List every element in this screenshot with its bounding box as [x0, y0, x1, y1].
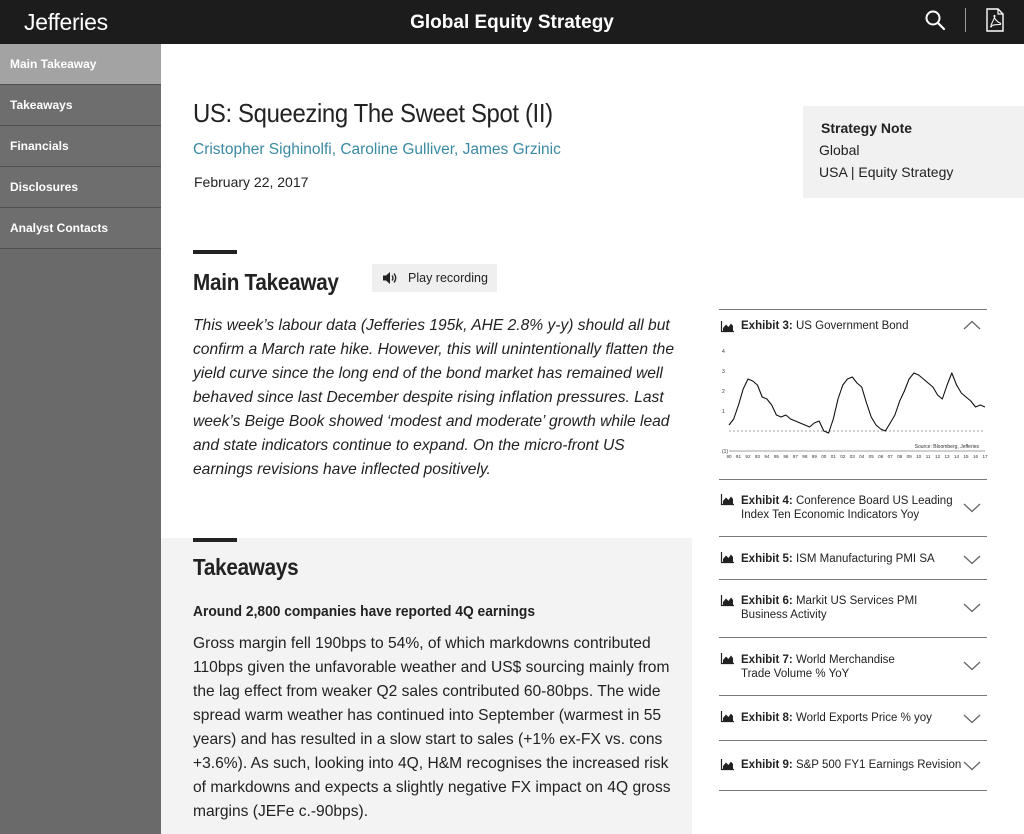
y-tick-label: 2: [722, 389, 725, 395]
chart-icon: [721, 759, 734, 770]
page-title: US: Squeezing The Sweet Spot (II): [193, 98, 553, 128]
chevron-up-icon[interactable]: [963, 320, 981, 330]
exhibit-title: Exhibit 7: World Merchandise Trade Volume % YoY: [741, 654, 895, 680]
app-title: Global Equity Strategy: [410, 12, 614, 33]
play-recording-button[interactable]: [372, 264, 497, 292]
chart-source-note: Source: Bloomberg, Jefferies: [914, 444, 979, 450]
chart-icon: [721, 595, 734, 606]
exhibit-item[interactable]: [719, 696, 987, 741]
chart-icon: [721, 321, 734, 332]
authors-link[interactable]: Cristopher Sighinolfi, Caroline Gulliver, James Grzinic: [193, 141, 561, 158]
x-tick-label: 98: [802, 454, 808, 459]
x-tick-label: 17: [982, 454, 988, 459]
bond-yield-chart: [719, 343, 987, 467]
chart-icon: [721, 711, 734, 722]
top-bar: [0, 0, 1024, 44]
chevron-down-icon[interactable]: [963, 603, 981, 613]
strategy-region: Global: [819, 142, 860, 158]
x-tick-label: 02: [840, 454, 846, 459]
chevron-down-icon[interactable]: [963, 555, 981, 565]
strategy-note-label: Strategy Note: [821, 120, 913, 136]
main-content: [161, 44, 1024, 834]
x-tick-label: 12: [935, 454, 941, 459]
section-rule: [193, 538, 237, 542]
sidebar-item-financials[interactable]: Financials: [0, 126, 161, 167]
sidebar-item-main-takeaway[interactable]: Main Takeaway: [0, 44, 161, 85]
x-tick-label: 95: [773, 454, 779, 459]
chart-icon: [721, 494, 734, 505]
x-tick-label: 96: [783, 454, 789, 459]
x-tick-label: 04: [859, 454, 865, 459]
chevron-down-icon[interactable]: [963, 503, 981, 513]
series-line: [729, 373, 985, 433]
x-tick-label: 13: [944, 454, 950, 459]
sidebar-item-takeaways[interactable]: Takeaways: [0, 85, 161, 126]
chevron-down-icon[interactable]: [963, 761, 981, 771]
x-tick-label: 10: [916, 454, 922, 459]
exhibit-title: Exhibit 5: ISM Manufacturing PMI SA: [741, 553, 935, 565]
x-tick-label: 05: [868, 454, 874, 459]
main-takeaway-text: This week’s labour data (Jefferies 195k, AHE 2.8% y-y) should all but confirm a March rate hike. However, this will unintentionally flatten the yield curve since the long end of the bond market has remained well behaved since last December despite rising inflation pressures. Last week’s Beige Book showed ‘modest and moderate’ growth while lead and state indicators continue to expand. On the micro-front US earnings revisions have inflected positively.: [193, 317, 675, 478]
x-tick-label: 92: [745, 454, 751, 459]
play-recording-label: Play recording: [408, 271, 488, 285]
chart-icon: [721, 653, 734, 664]
search-icon[interactable]: [924, 9, 946, 31]
y-tick-label: 4: [722, 349, 725, 355]
sidebar: [0, 44, 161, 834]
x-tick-label: 00: [821, 454, 827, 459]
logo[interactable]: Jefferies: [24, 9, 108, 35]
section-rule: [193, 250, 237, 254]
exhibit-title: Exhibit 8: World Exports Price % yoy: [741, 712, 932, 724]
toolbar-divider: [965, 8, 966, 32]
x-tick-label: 16: [972, 454, 979, 459]
exhibit-title: Exhibit 6: Markit US Services PMI Business Activity: [741, 595, 918, 621]
x-tick-label: 14: [953, 454, 960, 459]
y-tick-label: 3: [722, 369, 725, 375]
x-tick-label: 07: [887, 454, 893, 459]
x-tick-label: 01: [830, 454, 836, 459]
speaker-icon: [382, 271, 398, 285]
x-tick-label: 11: [925, 454, 931, 459]
exhibit-item[interactable]: [719, 580, 987, 638]
x-tick-label: 08: [897, 454, 903, 459]
exhibit-item[interactable]: [719, 480, 987, 537]
y-tick-label: (1): [722, 449, 729, 455]
sidebar-item-analyst-contacts[interactable]: Analyst Contacts: [0, 208, 161, 249]
x-tick-label: 09: [906, 454, 912, 459]
takeaways-heading: Takeaways: [193, 554, 299, 580]
exhibits-panel: [719, 309, 987, 791]
takeaways-text: Gross margin fell 190bps to 54%, of which markdowns contributed 110bps given the unfavorable weather and US$ sourcing mainly from the lag effect from weaker Q2 sales contributed 60-80bps. The wide spread warm weather has continued into September (warmest in 55 years) and has resulted in a slow start to sales (+1% ex-FX vs. cons +3.6%). As such, looking into 4Q, H&M recognises the increased risk of markdowns and expects a slightly negative FX impact on 4Q gross margins (JEFe c.-90bps).: [193, 635, 671, 820]
x-tick-label: 03: [849, 454, 855, 459]
strategy-note-box: [803, 106, 1024, 198]
y-tick-label: 1: [722, 409, 725, 415]
x-tick-label: 15: [963, 454, 969, 459]
chevron-down-icon[interactable]: [963, 714, 981, 724]
pdf-icon[interactable]: [985, 8, 1005, 32]
x-tick-label: 06: [878, 454, 884, 459]
x-tick-label: 94: [764, 454, 770, 459]
sidebar-item-disclosures[interactable]: Disclosures: [0, 167, 161, 208]
main-takeaway-heading: Main Takeaway: [193, 269, 339, 295]
x-tick-label: 93: [754, 454, 761, 459]
exhibit-item[interactable]: [719, 741, 987, 791]
exhibit-item[interactable]: [719, 537, 987, 580]
exhibit-title: Exhibit 9: S&P 500 FY1 Earnings Revision: [741, 759, 962, 771]
x-tick-label: 91: [735, 454, 742, 459]
x-tick-label: 90: [726, 454, 732, 459]
takeaways-subheading: Around 2,800 companies have reported 4Q earnings: [193, 603, 536, 620]
x-tick-label: 97: [792, 454, 798, 459]
exhibit-item[interactable]: [719, 309, 987, 480]
chart-icon: [721, 552, 734, 563]
exhibit-item[interactable]: [719, 638, 987, 696]
x-tick-label: 99: [811, 454, 817, 459]
publish-date: February 22, 2017: [194, 174, 309, 190]
exhibit-title: Exhibit 3: US Government Bond: [741, 320, 909, 332]
strategy-category: USA | Equity Strategy: [819, 164, 954, 180]
chevron-down-icon[interactable]: [963, 661, 981, 671]
exhibit-title: Exhibit 4: Conference Board US Leading Index Ten Economic Indicators Yoy: [741, 495, 953, 521]
